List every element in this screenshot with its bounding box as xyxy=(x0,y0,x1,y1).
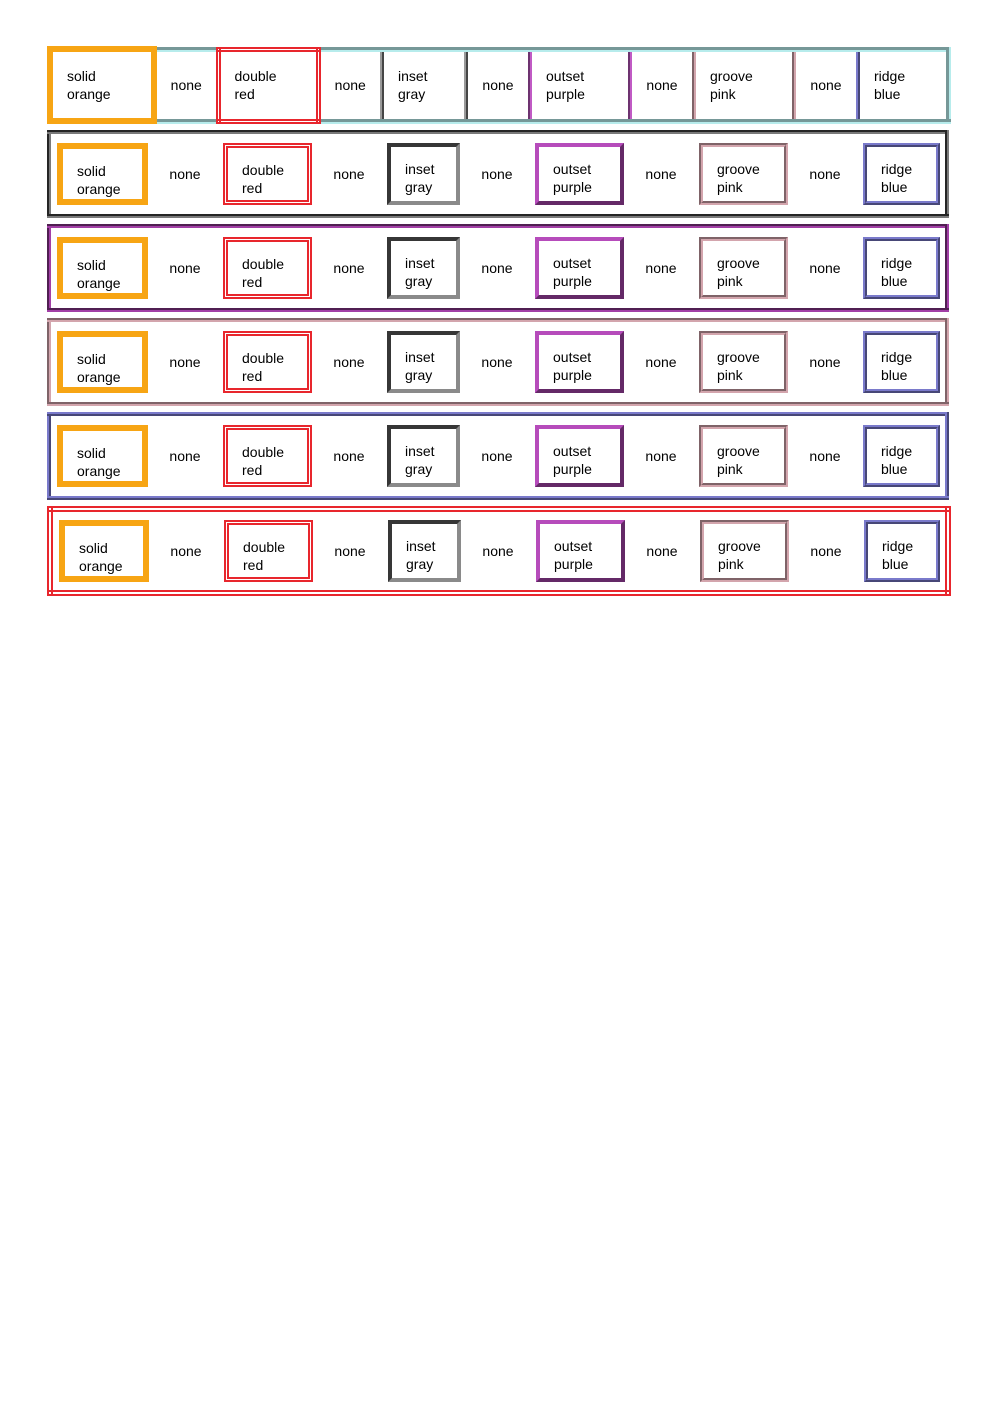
cell-box xyxy=(57,425,148,487)
cell-none xyxy=(154,509,218,593)
cell-text: red xyxy=(243,557,264,573)
cell-box xyxy=(57,331,148,393)
cell-box xyxy=(223,331,312,393)
cell-ridge-blue xyxy=(858,49,948,121)
cell-solid-orange xyxy=(49,320,153,404)
border-table-4-pink-groove xyxy=(47,318,949,406)
cell-text: gray xyxy=(398,86,426,102)
cell-groove-pink xyxy=(693,132,793,216)
cell-text: orange xyxy=(77,463,121,479)
cell-box xyxy=(699,425,788,487)
cell-text: red xyxy=(242,180,263,196)
cell-box xyxy=(863,425,940,487)
cell-text: solid xyxy=(67,68,96,84)
cell-box xyxy=(535,237,624,299)
cell-none xyxy=(629,320,693,404)
cell-text: none xyxy=(333,260,365,276)
cell-groove-pink xyxy=(693,414,793,498)
cell-text: double xyxy=(242,444,285,460)
cell-box xyxy=(388,520,461,582)
cell-none xyxy=(793,414,857,498)
cell-text: purple xyxy=(553,461,592,477)
cell-text: inset xyxy=(405,349,435,365)
cell-text: pink xyxy=(717,273,743,289)
cell-inset-gray xyxy=(382,49,466,121)
cell-text: double xyxy=(234,68,277,84)
cell-box xyxy=(535,143,624,205)
cell-none xyxy=(153,320,217,404)
cell-groove-pink xyxy=(694,49,794,121)
cell-text: none xyxy=(481,260,513,276)
cell-box xyxy=(864,520,940,582)
cell-box xyxy=(223,425,312,487)
cell-text: purple xyxy=(553,273,592,289)
cell-none xyxy=(629,226,693,310)
cell-solid-orange xyxy=(49,226,153,310)
cell-text: groove xyxy=(717,255,760,271)
cell-outset-purple xyxy=(530,49,630,121)
cell-text: gray xyxy=(406,556,434,572)
cell-box xyxy=(57,237,148,299)
cell-groove-pink xyxy=(693,226,793,310)
cell-text: blue xyxy=(874,86,901,102)
cell-box xyxy=(57,143,148,205)
cell-none xyxy=(794,509,858,593)
cell-ridge-blue xyxy=(857,226,947,310)
cell-text: red xyxy=(242,462,263,478)
cell-text: outset xyxy=(546,68,585,84)
cell-text: red xyxy=(242,368,263,384)
cell-text: none xyxy=(481,354,513,370)
cell-text: outset xyxy=(553,161,592,177)
cell-none xyxy=(318,49,382,121)
cell-text: gray xyxy=(405,367,433,383)
cell-box xyxy=(699,143,788,205)
table-row xyxy=(49,226,947,310)
cell-text: none xyxy=(482,543,514,559)
cell-text: none xyxy=(170,543,202,559)
cell-text: purple xyxy=(554,556,593,572)
cell-text: none xyxy=(481,448,513,464)
cell-solid-orange xyxy=(49,414,153,498)
border-table-3-purple-outset xyxy=(47,224,949,312)
cell-box xyxy=(700,520,789,582)
cell-text: gray xyxy=(405,179,433,195)
cell-none xyxy=(317,226,381,310)
cell-text: ridge xyxy=(881,443,913,459)
cell-text: outset xyxy=(553,443,592,459)
cell-text: groove xyxy=(718,538,761,554)
cell-text: none xyxy=(482,77,514,93)
cell-none xyxy=(629,414,693,498)
cell-box xyxy=(223,143,312,205)
cell-text: none xyxy=(645,260,677,276)
cell-text: none xyxy=(334,543,366,559)
cell-double-red xyxy=(218,49,318,121)
cell-text: double xyxy=(243,539,286,555)
cell-none xyxy=(793,132,857,216)
cell-groove-pink xyxy=(693,320,793,404)
cell-text: groove xyxy=(710,68,753,84)
cell-solid-orange xyxy=(50,509,154,593)
cell-text: groove xyxy=(717,349,760,365)
cell-double-red xyxy=(217,132,317,216)
cell-text: ridge xyxy=(882,538,914,554)
cell-box xyxy=(387,331,460,393)
cell-text: solid xyxy=(77,351,106,367)
cell-text: orange xyxy=(79,558,123,574)
cell-none xyxy=(317,414,381,498)
cell-box xyxy=(387,425,460,487)
cell-box xyxy=(535,331,624,393)
cell-text: double xyxy=(242,162,285,178)
cell-text: blue xyxy=(881,367,908,383)
cell-text: gray xyxy=(405,273,433,289)
cell-none xyxy=(465,414,529,498)
cell-text: double xyxy=(242,256,285,272)
cell-text: orange xyxy=(67,86,111,102)
cell-text: none xyxy=(810,77,842,93)
cell-none xyxy=(466,49,530,121)
table-row xyxy=(49,320,947,404)
cell-text: pink xyxy=(717,367,743,383)
cell-double-red xyxy=(217,226,317,310)
cell-inset-gray xyxy=(382,509,466,593)
cell-box xyxy=(699,237,788,299)
cell-text: ridge xyxy=(874,68,906,84)
cell-box xyxy=(863,237,940,299)
cell-none xyxy=(153,132,217,216)
cell-groove-pink xyxy=(694,509,794,593)
cell-text: none xyxy=(810,543,842,559)
cell-text: none xyxy=(333,354,365,370)
cell-text: outset xyxy=(553,349,592,365)
cell-inset-gray xyxy=(381,320,465,404)
cell-text: none xyxy=(809,448,841,464)
cell-text: none xyxy=(333,166,365,182)
border-table-1 xyxy=(47,46,951,124)
cell-solid-orange xyxy=(50,49,154,121)
cell-text: none xyxy=(170,77,202,93)
cell-double-red xyxy=(217,414,317,498)
border-table-6-red-double xyxy=(47,506,951,596)
cell-outset-purple xyxy=(529,226,629,310)
cell-text: none xyxy=(169,166,201,182)
cell-text: blue xyxy=(881,179,908,195)
cell-none xyxy=(318,509,382,593)
cell-text: purple xyxy=(553,367,592,383)
cell-text: pink xyxy=(710,86,736,102)
table-row xyxy=(49,414,947,498)
cell-box xyxy=(223,237,312,299)
cell-box xyxy=(535,425,624,487)
cell-text: outset xyxy=(553,255,592,271)
cell-text: none xyxy=(169,354,201,370)
cell-text: none xyxy=(809,354,841,370)
cell-inset-gray xyxy=(381,132,465,216)
cell-box xyxy=(387,237,460,299)
cell-text: groove xyxy=(717,161,760,177)
border-table-5-blue-ridge xyxy=(47,412,949,500)
cell-ridge-blue xyxy=(857,414,947,498)
cell-ridge-blue xyxy=(858,509,948,593)
cell-none xyxy=(793,226,857,310)
cell-text: outset xyxy=(554,538,593,554)
cell-text: inset xyxy=(405,443,435,459)
cell-text: double xyxy=(242,350,285,366)
cell-text: pink xyxy=(717,179,743,195)
cell-box xyxy=(699,331,788,393)
cell-text: inset xyxy=(405,255,435,271)
cell-text: none xyxy=(646,543,678,559)
cell-text: ridge xyxy=(881,161,913,177)
cell-text: pink xyxy=(718,556,744,572)
cell-text: ridge xyxy=(881,349,913,365)
cell-text: solid xyxy=(77,445,106,461)
table-row xyxy=(50,509,948,593)
cell-none xyxy=(466,509,530,593)
cell-box xyxy=(224,520,313,582)
cell-none xyxy=(153,414,217,498)
cell-outset-purple xyxy=(529,132,629,216)
cell-text: none xyxy=(333,448,365,464)
cell-text: gray xyxy=(405,461,433,477)
cell-text: solid xyxy=(77,163,106,179)
cell-none xyxy=(630,509,694,593)
cell-text: none xyxy=(645,448,677,464)
cell-text: red xyxy=(242,274,263,290)
cell-double-red xyxy=(218,509,318,593)
cell-text: none xyxy=(334,77,366,93)
cell-none xyxy=(465,226,529,310)
cell-text: none xyxy=(169,260,201,276)
cell-text: blue xyxy=(881,273,908,289)
cell-none xyxy=(153,226,217,310)
cell-none xyxy=(630,49,694,121)
cell-text: none xyxy=(169,448,201,464)
cell-text: ridge xyxy=(881,255,913,271)
cell-text: none xyxy=(809,260,841,276)
cell-box xyxy=(387,143,460,205)
cell-text: pink xyxy=(717,461,743,477)
cell-none xyxy=(793,320,857,404)
cell-none xyxy=(465,132,529,216)
cell-outset-purple xyxy=(529,320,629,404)
cell-text: inset xyxy=(406,538,436,554)
cell-inset-gray xyxy=(381,226,465,310)
cell-inset-gray xyxy=(381,414,465,498)
cell-text: blue xyxy=(882,556,909,572)
cell-text: orange xyxy=(77,369,121,385)
cell-text: orange xyxy=(77,275,121,291)
cell-box xyxy=(536,520,625,582)
cell-text: inset xyxy=(405,161,435,177)
cell-none xyxy=(154,49,218,121)
cell-text: groove xyxy=(717,443,760,459)
cell-text: none xyxy=(481,166,513,182)
cell-text: none xyxy=(645,354,677,370)
cell-double-red xyxy=(217,320,317,404)
cell-text: purple xyxy=(553,179,592,195)
cell-outset-purple xyxy=(530,509,630,593)
cell-text: solid xyxy=(79,540,108,556)
cell-text: orange xyxy=(77,181,121,197)
cell-none xyxy=(465,320,529,404)
cell-box xyxy=(863,331,940,393)
cell-text: solid xyxy=(77,257,106,273)
cell-ridge-blue xyxy=(857,320,947,404)
cell-text: red xyxy=(234,86,255,102)
cell-box xyxy=(863,143,940,205)
cell-text: inset xyxy=(398,68,428,84)
cell-none xyxy=(629,132,693,216)
cell-text: none xyxy=(646,77,678,93)
cell-text: none xyxy=(645,166,677,182)
cell-none xyxy=(794,49,858,121)
cell-text: purple xyxy=(546,86,585,102)
border-table-2-gray-groove xyxy=(47,130,949,218)
table-row xyxy=(50,49,948,121)
cell-solid-orange xyxy=(49,132,153,216)
cell-text: none xyxy=(809,166,841,182)
cell-none xyxy=(317,132,381,216)
cell-none xyxy=(317,320,381,404)
document-page xyxy=(47,46,945,602)
cell-ridge-blue xyxy=(857,132,947,216)
framed-tables xyxy=(47,130,945,596)
cell-text: blue xyxy=(881,461,908,477)
cell-box xyxy=(59,520,149,582)
table-row xyxy=(49,132,947,216)
cell-outset-purple xyxy=(529,414,629,498)
